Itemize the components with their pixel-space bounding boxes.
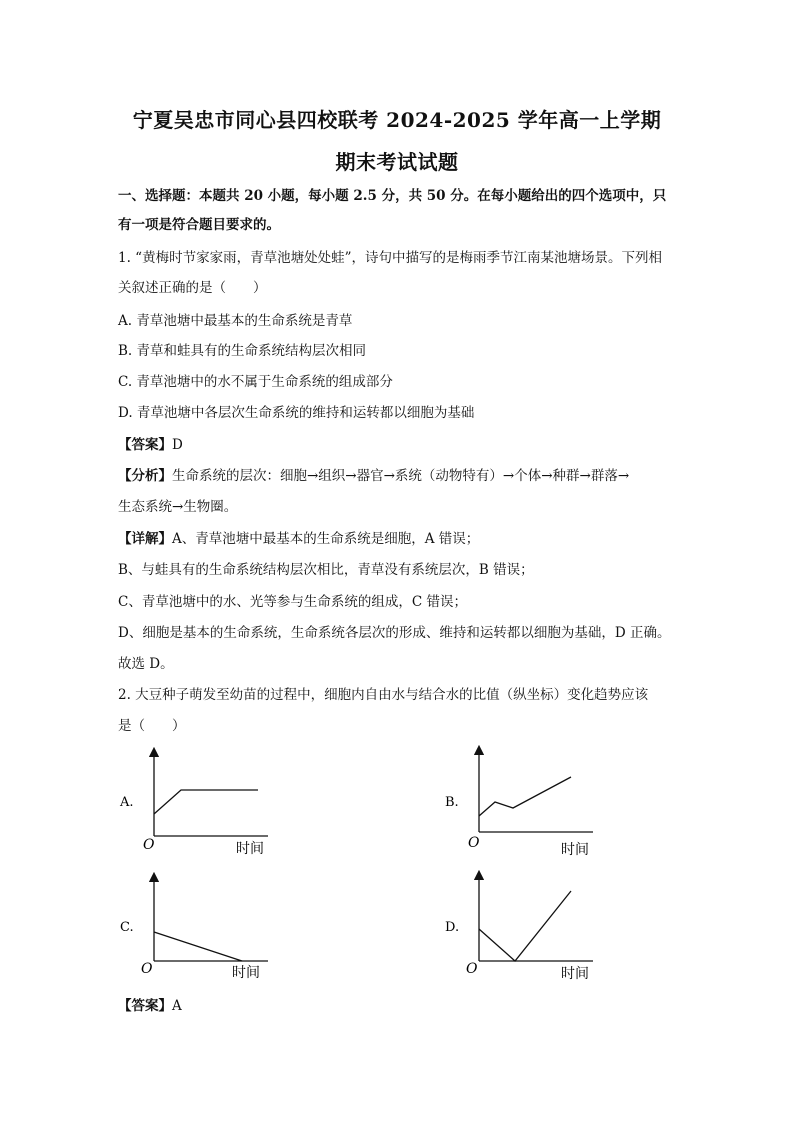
q1-analysis-line1 [118, 466, 688, 486]
q1-detail-line4: D、细胞是基本的生命系统，生命系统各层次的形成、维持和运转都以细胞为基础，D 正确。 [118, 625, 671, 641]
graph-option-a [118, 748, 288, 860]
graph-d-curve [479, 891, 571, 961]
q1-detail-line3: C、青草池塘中的水、光等参与生命系统的组成，C 错误； [118, 594, 467, 610]
graph-b-xlabel: 时间 [561, 842, 589, 858]
graph-d-xlabel: 时间 [561, 966, 589, 982]
q1-analysis-line2: 生态系统→生物圈。 [118, 499, 238, 515]
graph-c-label: C. [120, 920, 134, 935]
graph-option-d [443, 873, 613, 985]
q1-conclusion: 故选 D。 [118, 656, 174, 672]
graph-a-xlabel: 时间 [236, 841, 264, 857]
q1-option-a: A. 青草池塘中最基本的生命系统是青草 [118, 313, 353, 329]
q2-answer [118, 996, 688, 1016]
detail-text: A、青草池塘中最基本的生命系统是细胞，A 错误； [172, 531, 480, 547]
graph-a-curve [154, 790, 258, 814]
graph-d-label: D. [445, 920, 460, 935]
section-header-line2: 有一项是符合题目要求的。 [118, 217, 280, 233]
q1-answer [118, 435, 688, 455]
graph-option-c [118, 873, 288, 985]
q2-stem-line1: 2. 大豆种子萌发至幼苗的过程中，细胞内自由水与结合水的比值（纵坐标）变化趋势应该 [118, 687, 649, 703]
answer-value: D [172, 437, 183, 453]
graph-c-curve [154, 932, 242, 961]
answer-value: A [172, 998, 182, 1014]
exam-title-line1: 宁夏吴忠市同心县四校联考 2024-2025 学年高一上学期 [132, 108, 662, 132]
section-header-line1: 一、选择题：本题共 20 小题，每小题 2.5 分，共 50 分。在每小题给出的四个选项中，只 [118, 188, 667, 204]
q1-option-b: B. 青草和蛙具有的生命系统结构层次相同 [118, 343, 367, 359]
analysis-tag: 【分析】 [118, 468, 172, 484]
q1-detail-line1 [118, 529, 688, 549]
graph-d-origin: O [466, 961, 478, 977]
q2-stem-line2: 是（ ） [118, 718, 186, 734]
graph-a-origin: O [143, 837, 155, 853]
detail-tag: 【详解】 [118, 531, 172, 547]
q1-detail-line2: B、与蛙具有的生命系统结构层次相比，青草没有系统层次，B 错误； [118, 562, 534, 578]
graph-c-xlabel: 时间 [232, 965, 260, 981]
graph-b-curve [479, 777, 571, 816]
graph-c-origin: O [141, 961, 153, 977]
q1-stem-line2: 关叙述正确的是（ ） [118, 280, 267, 296]
q1-stem-line1: 1. “黄梅时节家家雨，青草池塘处处蛙”，诗句中描写的是梅雨季节江南某池塘场景。下列相 [118, 250, 662, 266]
graph-b-label: B. [445, 795, 459, 810]
graph-option-b [443, 748, 613, 860]
q1-option-c: C. 青草池塘中的水不属于生命系统的组成部分 [118, 374, 393, 390]
answer-tag: 【答案】 [118, 998, 172, 1014]
analysis-text: 生命系统的层次：细胞→组织→器官→系统（动物特有）→个体→种群→群落→ [172, 468, 630, 484]
answer-tag: 【答案】 [118, 437, 172, 453]
q1-option-d: D. 青草池塘中各层次生命系统的维持和运转都以细胞为基础 [118, 405, 475, 421]
graph-a-label: A. [120, 795, 134, 810]
exam-title-line2: 期末考试试题 [335, 150, 459, 174]
graph-b-origin: O [468, 835, 480, 851]
